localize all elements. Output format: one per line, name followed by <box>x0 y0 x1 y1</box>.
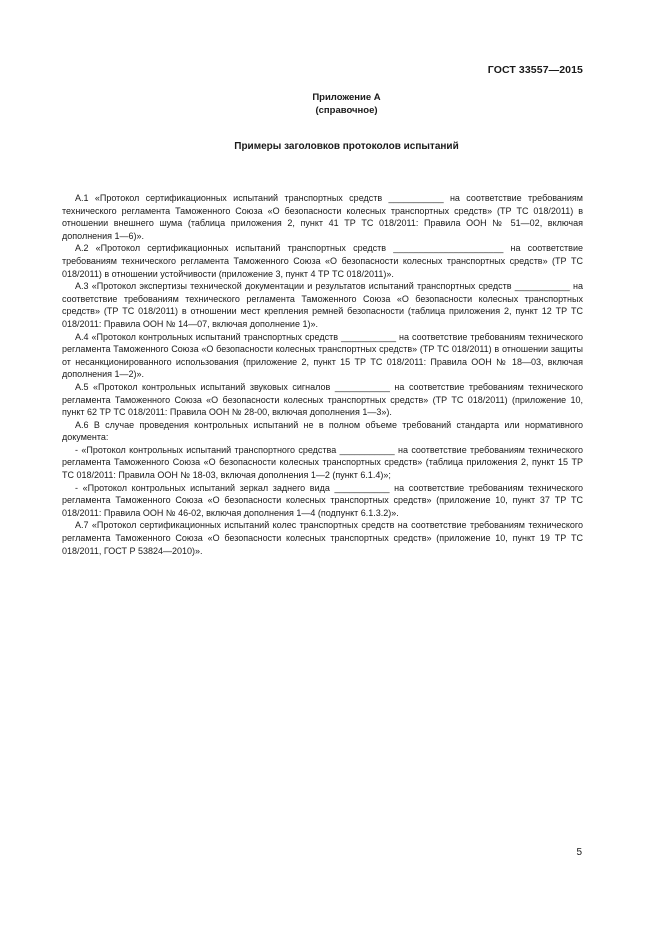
paragraph-a5: А.5 «Протокол контрольных испытаний звуковых сигналов ___________ на соответствие требованиям технического регламента Таможенного Союза «О безопасности колесных транспортных средств» (ТР ТС 018/2011) (приложение 10, пункт 62 ТР ТС 018/2011: Правила ООН № 28-00, включая дополнения 1—3»). <box>62 381 583 418</box>
document-body <box>62 192 583 557</box>
paragraph-a1: А.1 «Протокол сертификационных испытаний транспортных средств ___________ на соответствие требованиям технического регламента Таможенного Союза «О безопасности колесных транспортных средств» (ТР ТС 018/2011) в отношении внешнего шума (таблица приложения 2, пункт 41 ТР ТС 018/2011: Правила ООН № 51—02, включая дополнения 1—6)». <box>62 193 583 241</box>
annex-label <box>0 91 661 117</box>
annex-title: Приложение А <box>312 92 381 103</box>
paragraph-a6: А.6 В случае проведения контрольных испытаний не в полном объеме требований стандарта или нормативного документа: <box>62 419 583 443</box>
page-number: 5 <box>576 847 582 858</box>
section-heading <box>0 141 661 152</box>
paragraph-a6-item-2: - «Протокол контрольных испытаний зеркал заднего вида ___________ на соответствие требованиям технического регламента Таможенного Союза «О безопасности колесных транспортных средств» (приложение 10, пункт 37 ТР ТС 018/2011: Правила ООН № 46-02, включая дополнения 1—4 (подпункт 6.1.3.2)». <box>62 482 583 518</box>
standard-number: ГОСТ 33557—2015 <box>487 64 583 76</box>
section-heading-text: Примеры заголовков протоколов испытаний <box>234 141 459 152</box>
paragraph-a6-item-1: - «Протокол контрольных испытаний транспортного средства ___________ на соответствие требованиям технического регламента Таможенного Союза «О безопасности колесных транспортных средств» (таблица приложения 2, пункт 15 ТР ТС 018/2011: Правила ООН № 18-03, включая дополнения 1—2 (пункт 6.1.4)»; <box>62 444 583 481</box>
paragraph-a2: А.2 «Протокол сертификационных испытаний транспортных средств ______________________ на соответствие требованиям технического регламента Таможенного Союза «О безопасности колесных транспортных средств» (ТР ТС 018/2011) в отношении устойчивости (приложение 3, пункт 4 ТР ТС 018/2011)». <box>62 243 583 279</box>
paragraph-a3: А.3 «Протокол экспертизы технической документации и результатов испытаний транспортных средств ___________ на соответствие требованиям технического регламента Таможенного Союза «О безопасности колесных транспортных средств» (ТР ТС 018/2011) в отношении мест крепления ремней безопасности (таблица приложения 2, пункт 12 ТР ТС 018/2011: Правила ООН № 14—07, включая дополнение 1)». <box>62 281 583 329</box>
paragraph-a7: А.7 «Протокол сертификационных испытаний колес транспортных средств на соответствие требованиям технического регламента Таможенного Союза «О безопасности колесных транспортных средств» (приложение 10, пункт 19 ТР ТС 018/2011, ГОСТ Р 53824—2010)». <box>62 520 583 556</box>
paragraph-a4: А.4 «Протокол контрольных испытаний транспортных средств ___________ на соответствие требованиям технического регламента Таможенного Союза «О безопасности колесных транспортных средств» (ТР ТС 018/2011) в отношении защиты от несанкционированного использования (приложение 2, пункт 15 ТР ТС 018/2011: Правила ООН № 18—03, включая дополнения 1—2)». <box>62 331 583 380</box>
annex-subtitle: (справочное) <box>315 105 378 116</box>
